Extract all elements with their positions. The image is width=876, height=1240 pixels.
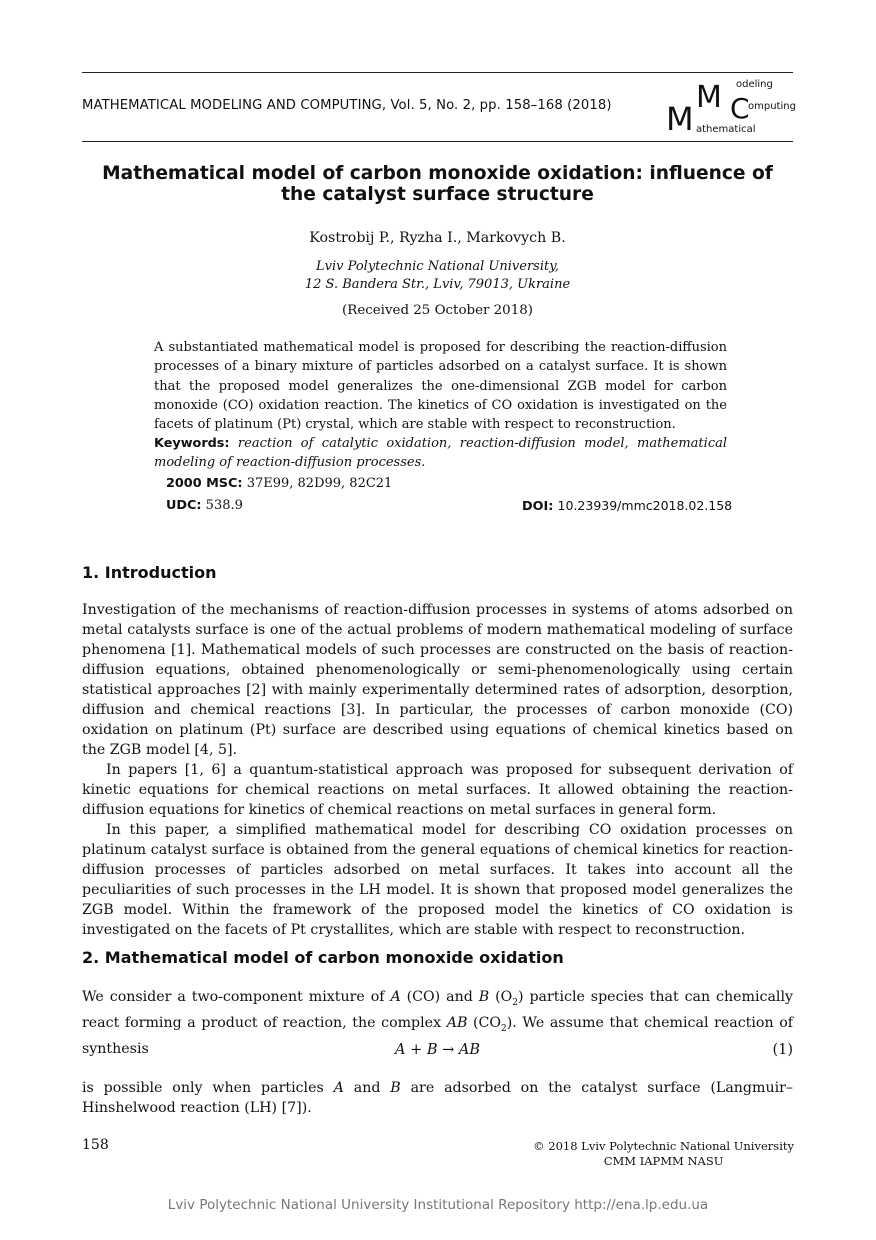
text-run: (CO (467, 1014, 502, 1031)
affiliation-line-1: Lviv Polytechnic National University, (316, 259, 559, 274)
header-bottom-rule (82, 141, 793, 142)
journal-logo (666, 78, 796, 138)
text-run: is possible only when particles (82, 1080, 334, 1096)
logo-m-upper: M (696, 80, 722, 115)
logo-modeling: odeling (736, 79, 773, 90)
keywords-label: Keywords: (154, 436, 230, 451)
doi-label: DOI: (522, 499, 554, 514)
math-b: B (478, 989, 490, 1005)
logo-m-large: M (666, 100, 694, 138)
text-run: (CO) and (400, 989, 479, 1005)
msc-value: 37E99, 82D99, 82C21 (246, 476, 393, 491)
udc-line (166, 498, 243, 513)
math-b: B (390, 1080, 401, 1096)
paragraph: In papers [1, 6] a quantum-statistical approach was proposed for subsequent derivation of kinetic equations for chemical reactions on metal surfaces. It allowed obtaining the reaction-diffusion equations for kinetics of chemical reactions on metal surfaces in general form. (82, 762, 793, 818)
cmm-line: CMM IAPMM NASU (603, 1154, 724, 1168)
copyright-block (533, 1139, 794, 1169)
keywords-text: reaction of catalytic oxidation, reaction-diffusion model, mathematical modeling of reaction-diffusion processes. (154, 436, 728, 470)
page-number: 158 (82, 1137, 109, 1153)
text-run: and (343, 1080, 391, 1096)
math-a: A (390, 989, 401, 1005)
text-run: (O (489, 989, 513, 1005)
msc-label: 2000 MSC: (166, 476, 243, 491)
journal-citation: MATHEMATICAL MODELING AND COMPUTING, Vol. 5, No. 2, pp. 158–168 (2018) (82, 98, 612, 113)
doi-line (522, 498, 732, 514)
header-top-rule (82, 72, 793, 73)
msc-line (166, 476, 392, 491)
keywords (154, 434, 727, 472)
text-run: ) particle species that can chemically react forming a product of reaction, the complex (82, 989, 794, 1031)
affiliation-line-2: 12 S. Bandera Str., Lviv, 79013, Ukraine (304, 277, 571, 292)
section-1-body (82, 600, 793, 940)
math-ab: AB (446, 1014, 468, 1031)
copyright-line: © 2018 Lviv Polytechnic National University (533, 1139, 794, 1153)
text-run: are adsorbed on the catalyst surface (Langmuir–Hinshelwood reaction (LH) [7]). (82, 1080, 794, 1116)
paragraph: In this paper, a simplified mathematical model for describing CO oxidation processes on platinum catalyst surface is obtained from the general equations of chemical kinetics for reaction-diffusion processes of particles adsorbed on metal surfaces. It takes into account all the peculiarities of such processes in the LH model. It is shown that proposed model generalizes the ZGB model. Within the framework of the proposed model the kinetics of CO oxidation is investigated on the facets of Pt crystallites, which are stable with respect to reconstruction. (82, 822, 793, 938)
logo-mathematical: athematical (696, 124, 756, 135)
math-a: A (333, 1080, 344, 1096)
text-run: We consider a two-component mixture of (82, 989, 391, 1005)
equation-expression: A + B → AB (395, 1042, 480, 1058)
affiliation (82, 258, 793, 294)
subscript: 2 (501, 1023, 507, 1034)
received-date: (Received 25 October 2018) (342, 303, 533, 318)
udc-value: 538.9 (205, 498, 243, 513)
text-run: ). We assume that chemical reaction of synthesis (82, 1014, 793, 1057)
section-2-heading: 2. Mathematical model of carbon monoxide oxidation (82, 948, 564, 967)
paragraph: Investigation of the mechanisms of reaction-diffusion processes in systems of atoms adsorbed on metal catalysts surface is one of the actual problems of modern mathematical modeling of surface phenomena [1]. Mathematical models of such processes are constructed on the basis of reaction-diffusion equations, obtained phenomenologically or semi-phenomenologically using certain statistical approaches [2] with mainly experimentally determined rates of adsorption, desorption, diffusion and chemical reactions [3]. In particular, the processes of carbon monoxide (CO) oxidation on platinum (Pt) surface are described using equations of chemical kinetics based on the ZGB model [4, 5]. (82, 602, 793, 758)
abstract: A substantiated mathematical model is proposed for describing the reaction-diffusion processes of a binary mixture of particles adsorbed on a catalyst surface. It is shown that the proposed model generalizes the one-dimensional ZGB model for carbon monoxide (CO) oxidation reaction. The kinetics of CO oxidation is investigated on the facets of platinum (Pt) crystal, which are stable with respect to reconstruction. (154, 340, 727, 433)
logo-c: C (730, 92, 750, 125)
authors: Kostrobij P., Ryzha I., Markovych B. (309, 230, 566, 246)
logo-computing: omputing (748, 101, 796, 112)
section-1-heading: 1. Introduction (82, 563, 217, 582)
udc-label: UDC: (166, 498, 202, 513)
subscript: 2 (512, 997, 518, 1008)
equation-number: (1) (772, 1042, 793, 1058)
section-2-paragraph-2 (82, 1078, 793, 1118)
repository-watermark: Lviv Polytechnic National University Institutional Repository http://ena.lp.edu.ua (167, 1197, 709, 1213)
doi-value: 10.23939/mmc2018.02.158 (557, 498, 733, 513)
paper-title: Mathematical model of carbon monoxide oxidation: influence of the catalyst surface structure (102, 163, 773, 205)
